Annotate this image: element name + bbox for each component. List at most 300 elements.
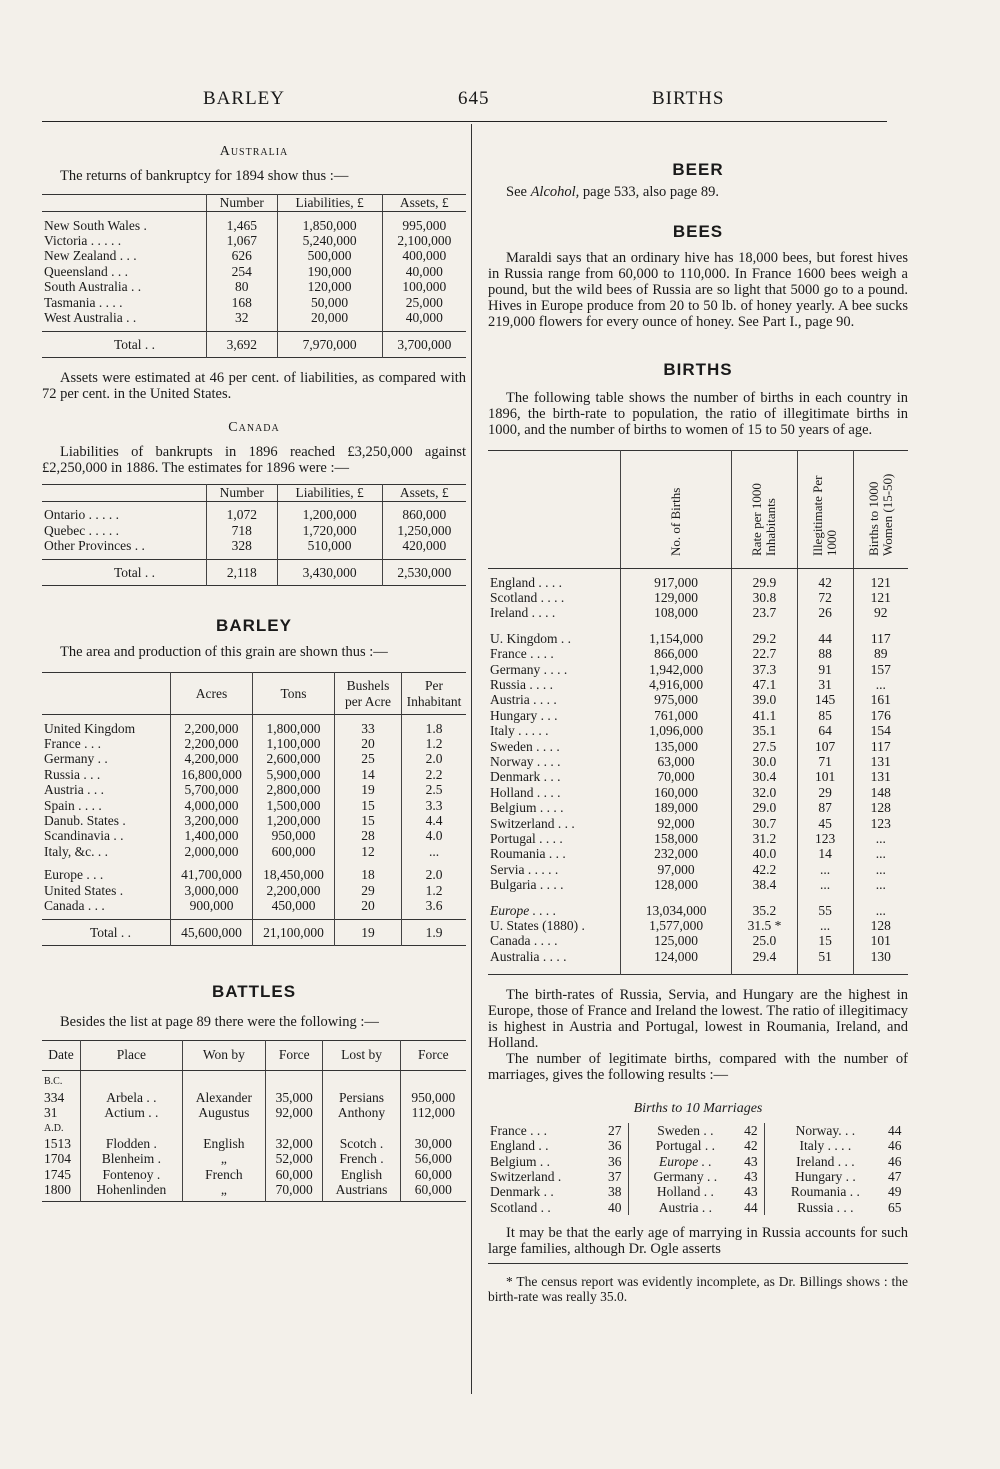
births-cell: 1,096,000 [621,723,732,738]
barley-cell: Canada . . . [44,898,105,914]
births-cell: 29.9 [732,575,798,590]
births-cell: 975,000 [621,692,732,707]
births-cell: Portugal . . . . [490,831,563,846]
marriages-row [488,1184,908,1199]
births-cell: Norway . . . . [490,753,561,769]
marriages-cell: Norway. . . [765,1123,882,1138]
battle-cell: 1704 [44,1151,71,1167]
births-cell: 13,034,000 [621,903,732,918]
battle-cell: 60,000 [266,1167,323,1182]
barley-cell: 2.5 [402,782,467,797]
barley-cell: 2.2 [402,767,467,782]
marriages-cell: France . . . [490,1122,547,1138]
births-cell: 63,000 [621,754,732,769]
barley-cell: 19 [335,782,402,797]
births-cell: Europe . . . . [490,902,557,918]
battle-cell: English [323,1167,400,1182]
births-cell: 31.2 [732,831,798,846]
running-head-right: BIRTHS [652,88,725,109]
births-cell: 232,000 [621,846,732,861]
barley-cell: 14 [335,767,402,782]
battles-table: Date Place Won by Force Lost by Force B.C. 334 Arbela . . Alexander 35,000 Persians 950,000 31 Actium . . Augustus 92,000 Anthony 112,000 A.D. 1513 Flodden . English 32,000 Scotch . 30,000 1704 Blenheim . „ 52,000 French . 56,000 1745 Fontenoy . French 60,000 English 60,000 1800 Hohenlinden „ 70,000 Austrians 60,000 [42,1040,466,1202]
australia-cell: 80 [207,279,278,294]
canada-cell: 510,000 [277,538,382,553]
barley-cell: United States . [44,882,124,898]
births-cell: 1,154,000 [621,631,732,646]
barley-row [42,736,466,751]
australia-row [42,295,466,310]
barley-cell: 20 [335,898,402,913]
barley-cell: 1.2 [402,736,467,751]
births-cell: 97,000 [621,862,732,877]
barley-row [42,782,466,797]
barley-cell: 5,700,000 [171,782,253,797]
australia-cell: Victoria . . . . . [44,232,122,248]
barley-cell: 600,000 [253,844,335,859]
births-cell: 44 [797,631,853,646]
barley-cell: 20 [335,736,402,751]
births-table: No. of Births Rate per 1000 Inhabitants Illegitimate Per 1000 Births to 1000 Women (15-50) England . . . . 917,000 29.9 42 121 Scotland . . . . 129,000 30.8 72 121 Ireland . . . . 108,000 23.7 26 92 U. Kingdom . . 1,154,000 29.2 44 117 France . . . . 866,000 22.7 88 89 Germany . . . . 1,942,000 37.3 91 157 Russia . . . . 4,916,000 47.1 31 ... Austria . . . . 975,000 39.0 145 161 Hungary . . . 761,000 41.1 85 176 Italy . . . . . 1,096,000 35.1 64 154 Sweden . . . . 135,000 27.5 107 117 Norway . . . . 63,000 30.0 71 131 Denmark . . . 70,000 30.4 101 131 Holland . . . . 160,000 32.0 29 148 Belgium . . . . 189,000 29.0 87 128 Switzerland . . . 92,000 30.7 45 123 Portugal . . . . 158,000 31.2 123 ... Roumania . . . 232,000 40.0 14 ... Servia . . . . . 97,000 42.2 ... ... Bulgaria . . . . 128,000 38.4 ... ... Europe . . . . 13,034,000 35.2 55 ... U. States (1880) . 1,577,000 31.5 * ... 128 Canada . . . . 125,000 25.0 15 101 Australia . . . . 124,000 29.4 51 130 [488,450,908,975]
barley-cell: 2,600,000 [253,751,335,766]
barley-intro: The area and production of this grain are shown thus :— [60,644,388,661]
battle-cell: 92,000 [266,1105,323,1120]
births-cell: ... [797,877,853,892]
births-cell: 31.5 * [732,918,798,933]
births-cell: 128 [853,800,908,815]
battle-cell: Austrians [323,1182,400,1197]
births-cell: 45 [797,816,853,831]
births-cell: Denmark . . . [490,769,561,785]
births-cell: 101 [853,933,908,948]
canada-cell: 1,072 [207,507,278,522]
births-cell: 117 [853,631,908,646]
births-row [488,646,908,661]
births-cell: 70,000 [621,769,732,784]
marriages-cell: 36 [608,1153,622,1169]
barley-row [42,767,466,782]
battle-row [42,1090,466,1105]
births-heading: BIRTHS [663,360,733,379]
battle-cell: Alexander [182,1090,265,1105]
births-cell: 31 [797,677,853,692]
barley-cell: 3.6 [402,898,467,913]
australia-cell: 20,000 [277,310,382,325]
births-para2: The number of legitimate births, compared with the number of marriages, gives the following results :— [488,1050,908,1083]
barley-row [42,867,466,882]
marriages-cell: Russia . . . [765,1200,882,1215]
births-row [488,785,908,800]
barley-cell: 450,000 [253,898,335,913]
australia-note: Assets were estimated at 46 per cent. of liabilities, as compared with 72 per cent. in the United States. [42,369,466,402]
births-cell: 121 [853,575,908,590]
marriages-cell: 46 [888,1153,902,1169]
births-cell: 72 [797,590,853,605]
marriages-cell: 43 [744,1153,758,1169]
births-cell: 39.0 [732,692,798,707]
births-cell: Italy . . . . . [490,723,549,739]
births-cell: 129,000 [621,590,732,605]
births-row [488,800,908,815]
births-cell: ... [853,846,908,861]
barley-cell: Scandinavia . . [44,828,124,844]
births-cell: 1,577,000 [621,918,732,933]
births-cell: 35.2 [732,903,798,918]
births-cell: 23.7 [732,605,798,620]
australia-cell: 100,000 [382,279,466,294]
bees-heading: BEES [672,222,724,241]
battle-cell: 60,000 [400,1167,466,1182]
battle-cell: 1745 [44,1166,71,1182]
births-cell: 131 [853,754,908,769]
barley-cell: 4,200,000 [171,751,253,766]
canada-table: Number Liabilities, £ Assets, £ Ontario . . . . . 1,072 1,200,000 860,000 Quebec . . . . . 718 1,720,000 1,250,000 Other Provinces . . 328 510,000 420,000 Total . . 2,118 3,430,000 2,530,000 [42,484,466,586]
births-row [488,754,908,769]
australia-cell: 1,067 [207,233,278,248]
births-cell: 30.7 [732,816,798,831]
australia-cell: 1,850,000 [277,218,382,233]
births-row [488,605,908,620]
canada-cell: 1,250,000 [382,523,466,538]
births-cell: England . . . . [490,574,562,590]
col-assets: Assets, £ [382,195,466,212]
marriages-cell: 65 [888,1199,902,1215]
births-row [488,692,908,707]
marriages-cell: 44 [744,1199,758,1215]
battle-row [42,1105,466,1120]
battle-cell: Anthony [323,1105,400,1120]
col-number: Number [207,195,278,212]
births-cell: ... [797,918,853,933]
births-cell: 92,000 [621,816,732,831]
running-head-left: BARLEY [203,88,285,109]
barley-cell: 1,500,000 [253,798,335,813]
australia-heading: Australia [219,144,289,159]
marriages-cell: Hungary . . [765,1169,882,1184]
births-para1: The birth-rates of Russia, Servia, and Hungary are the highest in Europe, those of France and Ireland the lowest. The ratio of illegitimacy is highest in Austria and Portugal, lowest in Roumania, Ireland, and Holland. [488,986,908,1051]
australia-row [42,233,466,248]
births-row [488,723,908,738]
australia-intro: The returns of bankruptcy for 1894 show thus :— [60,168,349,184]
marriages-cell: England . . [490,1138,549,1154]
australia-cell: 626 [207,248,278,263]
left-column [42,128,466,1202]
marriages-cell: Roumania . . [765,1184,882,1199]
births-cell: France . . . . [490,646,554,662]
barley-cell: France . . . [44,735,101,751]
births-cell: 29.4 [732,949,798,964]
births-cell: 25.0 [732,933,798,948]
births-cell: 148 [853,785,908,800]
marriages-cell: 42 [744,1138,758,1154]
australia-cell: 190,000 [277,264,382,279]
barley-cell: 950,000 [253,828,335,843]
births-cell: 1,942,000 [621,662,732,677]
battle-cell: French . [323,1151,400,1166]
births-cell: Germany . . . . [490,661,568,677]
births-cell: 71 [797,754,853,769]
battle-cell: French [182,1167,265,1182]
australia-cell: 40,000 [382,264,466,279]
barley-cell: 3,200,000 [171,813,253,828]
births-row [488,590,908,605]
barley-cell: Russia . . . [44,766,101,782]
births-cell: 38.4 [732,877,798,892]
births-cell: 761,000 [621,708,732,723]
barley-cell: 12 [335,844,402,859]
battle-cell: 1513 [44,1136,71,1152]
births-cell: 154 [853,723,908,738]
births-cell: Austria . . . . [490,692,557,708]
births-row [488,949,908,964]
beer-text: See Alcohol, page 533, also page 89. [506,184,720,200]
births-cell: 128 [853,918,908,933]
births-row [488,575,908,590]
battle-row [42,1167,466,1182]
births-cell: 4,916,000 [621,677,732,692]
barley-row [42,721,466,736]
australia-cell: New South Wales . [44,217,147,233]
births-cell: U. Kingdom . . [490,630,571,646]
births-cell: 176 [853,708,908,723]
battles-heading: BATTLES [211,981,297,1001]
births-cell: 160,000 [621,785,732,800]
births-cell: 30.0 [732,754,798,769]
marriages-cell: 37 [608,1168,622,1184]
births-row [488,769,908,784]
births-row [488,903,908,918]
births-row [488,862,908,877]
page-number: 645 [458,88,490,109]
battle-cell: 35,000 [266,1090,323,1105]
australia-cell: Tasmania . . . . [44,294,123,310]
barley-cell: 18,450,000 [253,867,335,882]
australia-row [42,310,466,325]
births-cell: Ireland . . . . [490,605,556,621]
australia-cell: 50,000 [277,295,382,310]
births-cell: 145 [797,692,853,707]
barley-cell: Spain . . . . [44,797,102,813]
battle-cell: „ [182,1182,265,1197]
barley-cell: 900,000 [171,898,253,913]
barley-cell: 5,900,000 [253,767,335,782]
births-row [488,831,908,846]
right-column [488,128,908,1304]
australia-cell: 400,000 [382,248,466,263]
barley-cell: 3,000,000 [171,883,253,898]
births-cell: 866,000 [621,646,732,661]
barley-cell: Europe . . . [44,867,104,883]
births-row [488,662,908,677]
births-cell: 123 [797,831,853,846]
marriages-row [488,1123,908,1138]
canada-cell: 1,200,000 [277,507,382,522]
marriages-row [488,1154,908,1169]
births-cell: ... [853,831,908,846]
marriages-cell: 49 [888,1184,902,1200]
marriages-cell: 47 [888,1168,902,1184]
barley-cell: ... [402,844,467,859]
battle-cell: Actium . . [81,1105,183,1120]
canada-intro: Liabilities of bankrupts in 1896 reached £3,250,000 against £2,250,000 in 1886. The estimates for 1896 were :— [42,443,466,476]
births-cell: 135,000 [621,739,732,754]
births-cell: Holland . . . . [490,784,561,800]
births-cell: 91 [797,662,853,677]
canada-row [42,507,466,522]
battle-cell: Persians [323,1090,400,1105]
births-cell: ... [853,903,908,918]
marriages-row [488,1200,908,1215]
births-row [488,877,908,892]
battle-cell: 30,000 [400,1136,466,1151]
births-cell: ... [797,862,853,877]
barley-cell: Austria . . . [44,782,104,798]
births-cell: 161 [853,692,908,707]
australia-cell: Queensland . . . [44,263,128,279]
births-cell: 55 [797,903,853,918]
australia-cell: 40,000 [382,310,466,325]
births-row [488,631,908,646]
barley-cell: 2.0 [402,867,467,882]
marriages-cell: 43 [744,1168,758,1184]
battle-cell: 52,000 [266,1151,323,1166]
battle-cell: 31 [44,1105,58,1121]
marriages-cell: 36 [608,1138,622,1154]
births-cell: 14 [797,846,853,861]
battle-cell: 112,000 [400,1105,466,1120]
births-cell: 125,000 [621,933,732,948]
barley-cell: 28 [335,828,402,843]
canada-cell: Ontario . . . . . [44,507,119,523]
births-cell: 108,000 [621,605,732,620]
australia-row [42,264,466,279]
births-row [488,816,908,831]
header-rule [42,121,887,122]
barley-cell: 3.3 [402,798,467,813]
canada-cell: 420,000 [382,538,466,553]
australia-row [42,248,466,263]
canada-cell: Quebec . . . . . [44,522,119,538]
births-cell: Scotland . . . . [490,589,565,605]
births-cell: 42 [797,575,853,590]
battle-cell: Scotch . [323,1136,400,1151]
births-cell: 107 [797,739,853,754]
births-cell: 87 [797,800,853,815]
marriages-cell: 46 [888,1138,902,1154]
births-cell: 64 [797,723,853,738]
barley-cell: 2,200,000 [253,883,335,898]
births-cell: 157 [853,662,908,677]
births-cell: 37.3 [732,662,798,677]
canada-cell: 718 [207,523,278,538]
marriages-cell: 38 [608,1184,622,1200]
bees-text: Maraldi says that an ordinary hive has 18,000 bees, but forest hives in Russia range from 60,000 to 110,000. In France 1600 bees weigh a pound, but the wild bees of Russia are so light that 5000 go to a pound. Hives in Europe produce from 20 to 50 lb. of honey yearly. A bee sucks 219,000 flowers for every ounce of honey. See Part I., page 90. [488,250,908,330]
barley-cell: 1,800,000 [253,721,335,736]
marriages-cell: Italy . . . . [765,1138,882,1153]
barley-cell: 15 [335,798,402,813]
barley-row [42,798,466,813]
barley-cell: 1,400,000 [171,828,253,843]
barley-cell: 16,800,000 [171,767,253,782]
births-cell: 29 [797,785,853,800]
beer-heading: BEER [672,160,724,179]
births-cell: 89 [853,646,908,661]
col-liabilities: Liabilities, £ [277,195,382,212]
births-row [488,708,908,723]
australia-cell: South Australia . . [44,279,142,295]
marriages-cell: Europe . . [629,1154,738,1169]
births-cell: Australia . . . . [490,948,567,964]
barley-heading: BARLEY [216,616,292,636]
canada-row [42,523,466,538]
barley-cell: 41,700,000 [171,867,253,882]
marriages-cell: 27 [608,1122,622,1138]
barley-total-row: Total . . 45,600,000 21,100,000 19 1.9 [42,919,466,945]
births-cell: 124,000 [621,949,732,964]
battle-cell: Fontenoy . [81,1167,183,1182]
barley-cell: 2,200,000 [171,721,253,736]
births-cell: 917,000 [621,575,732,590]
births-intro: The following table shows the number of births in each country in 1896, the birth-rate to population, the ratio of illegitimate births in 1000, and the number of births to women of 15 to 50 years of age. [488,390,908,438]
battle-cell: 32,000 [266,1136,323,1151]
battle-cell: „ [182,1151,265,1166]
births-cell: 123 [853,816,908,831]
barley-row [42,751,466,766]
births-cell: U. States (1880) . [490,918,585,934]
births-row [488,933,908,948]
births-cell: Sweden . . . . [490,738,560,754]
battles-intro: Besides the list at page 89 there were the following :— [60,1013,379,1030]
canada-heading: Canada [228,419,280,435]
births-cell: 27.5 [732,739,798,754]
barley-cell: 4,000,000 [171,798,253,813]
births-cell: 51 [797,949,853,964]
marriages-cell: Switzerland . [490,1168,562,1184]
marriages-cell: 43 [744,1184,758,1200]
battle-row [42,1182,466,1197]
births-row [488,677,908,692]
births-cell: 92 [853,605,908,620]
marriages-row [488,1138,908,1153]
battle-cell: Flodden . [81,1136,183,1151]
australia-cell: New Zealand . . . [44,248,137,264]
barley-cell: 1,100,000 [253,736,335,751]
marriages-cell: Scotland . . [490,1199,551,1215]
battle-row [42,1151,466,1166]
births-cell: Bulgaria . . . . [490,877,564,893]
births-cell: 29.2 [732,631,798,646]
births-row [488,918,908,933]
battle-cell: 950,000 [400,1090,466,1105]
births-cell: 47.1 [732,677,798,692]
canada-cell: Other Provinces . . [44,538,145,554]
barley-cell: 4.0 [402,828,467,843]
canada-total-row: Total . . 2,118 3,430,000 2,530,000 [42,560,466,586]
marriages-table [488,1123,908,1215]
australia-cell: 120,000 [277,279,382,294]
births-cell: Hungary . . . [490,707,558,723]
canada-cell: 860,000 [382,507,466,522]
births-cell: 22.7 [732,646,798,661]
births-cell: 85 [797,708,853,723]
australia-cell: West Australia . . [44,309,137,325]
barley-table: Acres Tons Bushels per Acre Per Inhabitant United Kingdom 2,200,000 1,800,000 33 1.8 France . . . 2,200,000 1,100,000 20 1.2 Germany . . 4,200,000 2,600,000 25 2.0 Russia . . . 16,800,000 5,900,000 14 2.2 Austria . . . 5,700,000 2,800,000 19 2.5 Spain . . . . 4,000,000 1,500,000 15 3.3 Danub. States . 3,200,000 1,200,000 15 4.4 Scandinavia . . 1,400,000 950,000 28 4.0 Italy, &c. . . 2,000,000 600,000 12 ... Europe . . . 41,700,000 18,450,000 18 2.0 United States . 3,000,000 2,200,000 29 1.2 Canada . . . 900,000 450,000 20 3.6 Total . . 45,600,000 21,100,000 19 1.9 [42,672,466,946]
barley-row [42,883,466,898]
births-cell: 35.1 [732,723,798,738]
marriages-cell: 44 [888,1122,902,1138]
births-cell: 158,000 [621,831,732,846]
barley-cell: 29 [335,883,402,898]
marriages-cell: Austria . . [629,1200,738,1215]
